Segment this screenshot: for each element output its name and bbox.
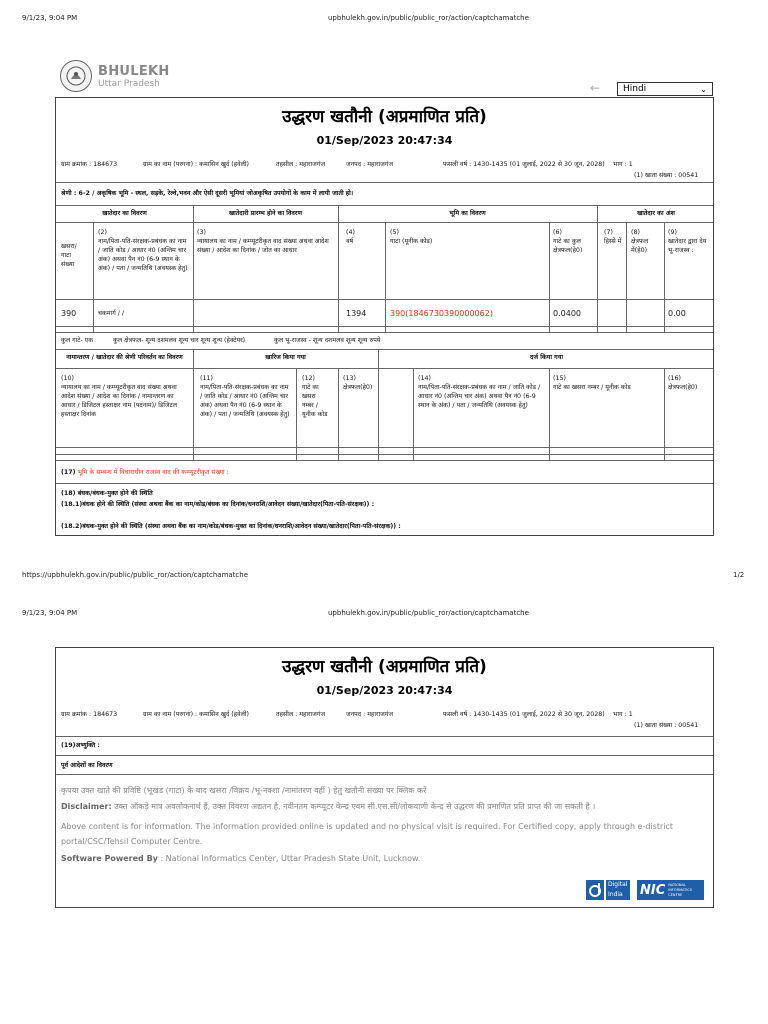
- col8-number: (8): [631, 229, 640, 236]
- village-code-page2: ग्राम क्रमांक : 184673: [61, 711, 118, 718]
- document-title: उद्धरण खतौनी (अप्रमाणित प्रति): [282, 107, 487, 127]
- col2-number: (2): [98, 229, 107, 236]
- khatauni-document-page2: [55, 647, 714, 908]
- col13-number: (13): [343, 375, 356, 382]
- section-entitlement: खातेदारी प्रारम्भ होने का विवरण: [228, 210, 303, 217]
- software-label: Software Powered By: [61, 854, 158, 863]
- row-owner: चकमार्ग / /: [98, 310, 125, 317]
- previous-orders: पूर्व आदेशों का विवरण: [61, 762, 113, 769]
- fasli-year-page2: फसली वर्ष : 1430-1435 (01 जुलाई, 2022 से 30 जून, 2028): [443, 711, 605, 718]
- nic-fullname: NATIONAL INFORMATICS CENTRE: [668, 882, 693, 897]
- item19-remarks: (19)अभ्युक्ति :: [61, 742, 100, 749]
- col3-number: (3): [197, 229, 206, 236]
- col-share-header: हिस्से में: [604, 238, 622, 245]
- col16-number: (16): [668, 375, 681, 382]
- village-code: ग्राम क्रमांक : 184673: [61, 161, 118, 168]
- col-year-header: वर्ष: [346, 238, 354, 245]
- row-revenue: 0.00: [668, 309, 686, 318]
- district: जनपद : महाराजगंज: [346, 161, 394, 168]
- section-khatedar: खातेदार का विवरण: [102, 210, 147, 217]
- col14-number: (14): [418, 375, 431, 382]
- nic-logo[interactable]: [637, 880, 704, 900]
- software-text: : National Informatics Center, Uttar Pradesh State Unit, Lucknow.: [160, 854, 421, 863]
- emblem-icon: [60, 60, 92, 92]
- print-datetime: 9/1/23, 9:04 PM: [22, 14, 78, 22]
- print-url-page2: upbhulekh.gov.in/public/public_ror/action/captchamatche: [328, 609, 529, 617]
- document-title-page2: उद्धरण खतौनी (अप्रमाणित प्रति): [282, 657, 487, 677]
- total-gata: कुल गाटे- एक: [61, 337, 94, 344]
- row-plot-code-link[interactable]: 390(1846730390000062): [390, 309, 493, 318]
- district-page2: जनपद : महाराजगंज: [346, 711, 394, 718]
- brand-name: BHULEKH: [98, 63, 170, 79]
- section-entered: दर्ज किया गया: [530, 354, 563, 361]
- col12-number: (12): [302, 375, 315, 382]
- brand-subtitle: Uttar Pradesh: [98, 78, 160, 89]
- tehsil-page2: तहसील : महाराजगंज: [276, 711, 326, 718]
- row-khasra: 390: [61, 309, 77, 318]
- col15-number: (15): [553, 375, 566, 382]
- chevron-down-icon: ⌄: [700, 84, 707, 94]
- col-removed-area-header: क्षेत्रफल(हे0): [343, 384, 373, 391]
- col-removed-plot-header: गाटे का खसरा नम्बर / यूनीक कोड: [302, 384, 328, 419]
- digital-india-logo[interactable]: [586, 880, 630, 900]
- col-court-header: न्यायालय का नाम / कम्प्यूटरीकृत वाद संख्या अथवा आदेश संख्या / आदेश का दिनांक / जोत का आधार: [197, 238, 329, 255]
- disclaimer-text: उक्त ऑकड़े मात्र अवलोकनार्थ हैं, उक्त विवरण अद्यतन है, नवीनतम कम्प्यूटर केन्द्र एवम सी.एस.सी/लोकवाणी केन्द्र से उद्धरण की प्रमाणित प्रति प्राप्त की जा सकती है ।: [114, 802, 596, 811]
- bhulekh-logo[interactable]: [60, 60, 170, 92]
- section-removed: खारिज किया गया: [265, 354, 306, 361]
- print-datetime-page2: 9/1/23, 9:04 PM: [22, 609, 78, 617]
- col6-number: (6): [553, 229, 562, 236]
- col9-number: (9): [668, 229, 677, 236]
- item17-pending-case: भूमि के सम्बन्ध में विचाराधीन राजस्व वाद की कम्प्यूटरीकृत संख्या :: [77, 469, 229, 476]
- language-select[interactable]: [617, 82, 713, 96]
- nic-text: NIC: [640, 882, 666, 898]
- tehsil: तहसील : महाराजगंज: [276, 161, 326, 168]
- total-revenue: कुल भू-राजस्व - शून्य दशमलव शून्य शून्य रुपये: [274, 337, 381, 344]
- part-page2: भाग : 1: [613, 711, 633, 718]
- document-datetime: 01/Sep/2023 20:47:34: [316, 134, 453, 147]
- col10-number: (10): [61, 375, 74, 382]
- item17-number: (17): [61, 469, 76, 476]
- col-entered-area-header: क्षेत्रफल(हे0): [668, 384, 698, 391]
- section-share: खातेदार का अंश: [637, 210, 675, 217]
- village-name: ग्राम का नाम (परगना) : कमासिन खुर्द (हवेली): [143, 161, 249, 168]
- footer-page: 1/2: [733, 571, 745, 579]
- col-khasra-header: खसरा/ गाटा संख्या: [61, 243, 77, 269]
- footer-url: https://upbhulekh.gov.in/public/public_ror/action/captchamatche: [22, 571, 249, 579]
- col7-number: (7): [604, 229, 613, 236]
- col-share-area-header: क्षेत्रफल में(हे0): [631, 238, 649, 255]
- col-removed-owner-header: नाम/पिता-पति-संरक्षक-प्रबंधक का नाम / जाति कोड / आधार नं0 (अन्तिम चार अंक) अथवा पैन नं0 (6-9 स्थान के अंक) / पता / जन्मतिथि (अवयस्क हेतु): [200, 384, 290, 419]
- khatauni-document: [55, 97, 714, 536]
- col-mutation-header: न्यायालय का नाम / कम्प्यूटरीकृत वाद संख्या अथवा आदेश संख्या / आदेश का दिनांक / नामान्तरण का आधार / डिजिटल हस्ताक्षर नाम (पदनाम)/ डिजिटल हस्ताक्षर दिनांक: [61, 384, 177, 419]
- item18-1-mortgaged: (18.1)बंधक होने की स्थिति (संस्था अथवा बैंक का नाम/कोड/बंधक का दिनांक/धनराशि/आवेदन संख्या/खातेदार(पिता-पति-संरक्षक)) :: [61, 501, 375, 508]
- item18-mortgage: (18) बंधक/बंधक-मुक्त होने की स्थिति: [61, 490, 153, 497]
- part: भाग : 1: [613, 161, 633, 168]
- total-area: कुल क्षेत्रफल- शून्य दशमलव शून्य चार शून्य शून्य (हेक्टेयर): [113, 337, 246, 344]
- section-mutation: नामान्तरण / खातेदार की श्रेणी परिवर्तन का विवरण: [66, 354, 183, 361]
- khata-number: (1) खाता संख्या : 00541: [634, 172, 699, 179]
- land-category: श्रेणी : 6-2 / अकृषिक भूमि - स्थल, सड़के, रेल्वे,भवन और ऐसी दूसरी भूमियां जोअकृषित उपयोगों के काम में लायी जाती हो।: [61, 190, 354, 197]
- disclaimer-label: Disclaimer:: [61, 802, 112, 811]
- section-land: भूमि का विवरण: [449, 210, 486, 217]
- village-name-page2: ग्राम का नाम (परगना) : कमासिन खुर्द (हवेली): [143, 711, 249, 718]
- fasli-year: फसली वर्ष : 1430-1435 (01 जुलाई, 2022 से 30 जून, 2028): [443, 161, 605, 168]
- col-plot-header: गाटा (यूनीक कोड): [390, 238, 433, 245]
- english-info: Above content is for information. The information provided online is updated and no physical visit is required. For Certified copy, apply through e-district portal/CSC/Tehsil Computer Centre.: [61, 822, 674, 847]
- click-note: कृपया उक्त खाते की प्रविष्टि (भूखंड (गाटा) के बाद खसरा /विक्रय /भू-नक्शा /नामांतरण वहीं ) हेतु खतौनी संख्या पर क्लिक करें: [61, 786, 427, 795]
- print-url: upbhulekh.gov.in/public/public_ror/action/captchamatche: [328, 14, 529, 22]
- col11-number: (11): [200, 375, 213, 382]
- col5-number: (5): [390, 229, 399, 236]
- row-area: 0.0400: [553, 309, 581, 318]
- digital-india-icon: [586, 880, 604, 900]
- col-total-area-header: गाटे का कुल क्षेत्रफल(हे0): [553, 238, 583, 255]
- col-entered-owner-header: नाम/पिता-पति-संरक्षक-प्रबंधक का नाम / जाति कोड / आधार नं0 (अन्तिम चार अंक) अथवा पैन नं0 (6-9 स्थान के अंक) / पता / जन्मतिथि (अवयस्क हेतु): [418, 384, 541, 410]
- language-selected: Hindi: [623, 84, 647, 94]
- col4-number: (4): [346, 229, 355, 236]
- item18-2-released: (18.2)बंधक-मुक्त होने की स्थिति (संस्था अथवा बैंक का नाम/कोड/बंधक-मुक्त का दिनांक/धनराशि/आवेदन संख्या/खातेदार(पिता-पति-संरक्षक)) :: [61, 523, 401, 530]
- col-entered-plot-header: गाटे का खसरा नम्बर / यूनीक कोड: [553, 384, 631, 391]
- row-year: 1394: [346, 309, 367, 318]
- khata-number-page2: (1) खाता संख्या : 00541: [634, 722, 699, 729]
- digital-india-text: Digital India: [606, 880, 630, 900]
- col-revenue-header: खातेदार द्वारा देय भू-राजस्व :: [668, 238, 707, 255]
- document-datetime-page2: 01/Sep/2023 20:47:34: [316, 684, 453, 697]
- col-owner-header: नाम/पिता-पति-संरक्षक-प्रबंधक का नाम / जाति कोड / आधार नं0 (अन्तिम चार अंक) अथवा पैन नं0 (6-9 स्थान के अंक) / पता / जन्मतिथि (अवयस्क हेतु): [98, 238, 188, 273]
- back-arrow-icon[interactable]: ←: [590, 81, 601, 95]
